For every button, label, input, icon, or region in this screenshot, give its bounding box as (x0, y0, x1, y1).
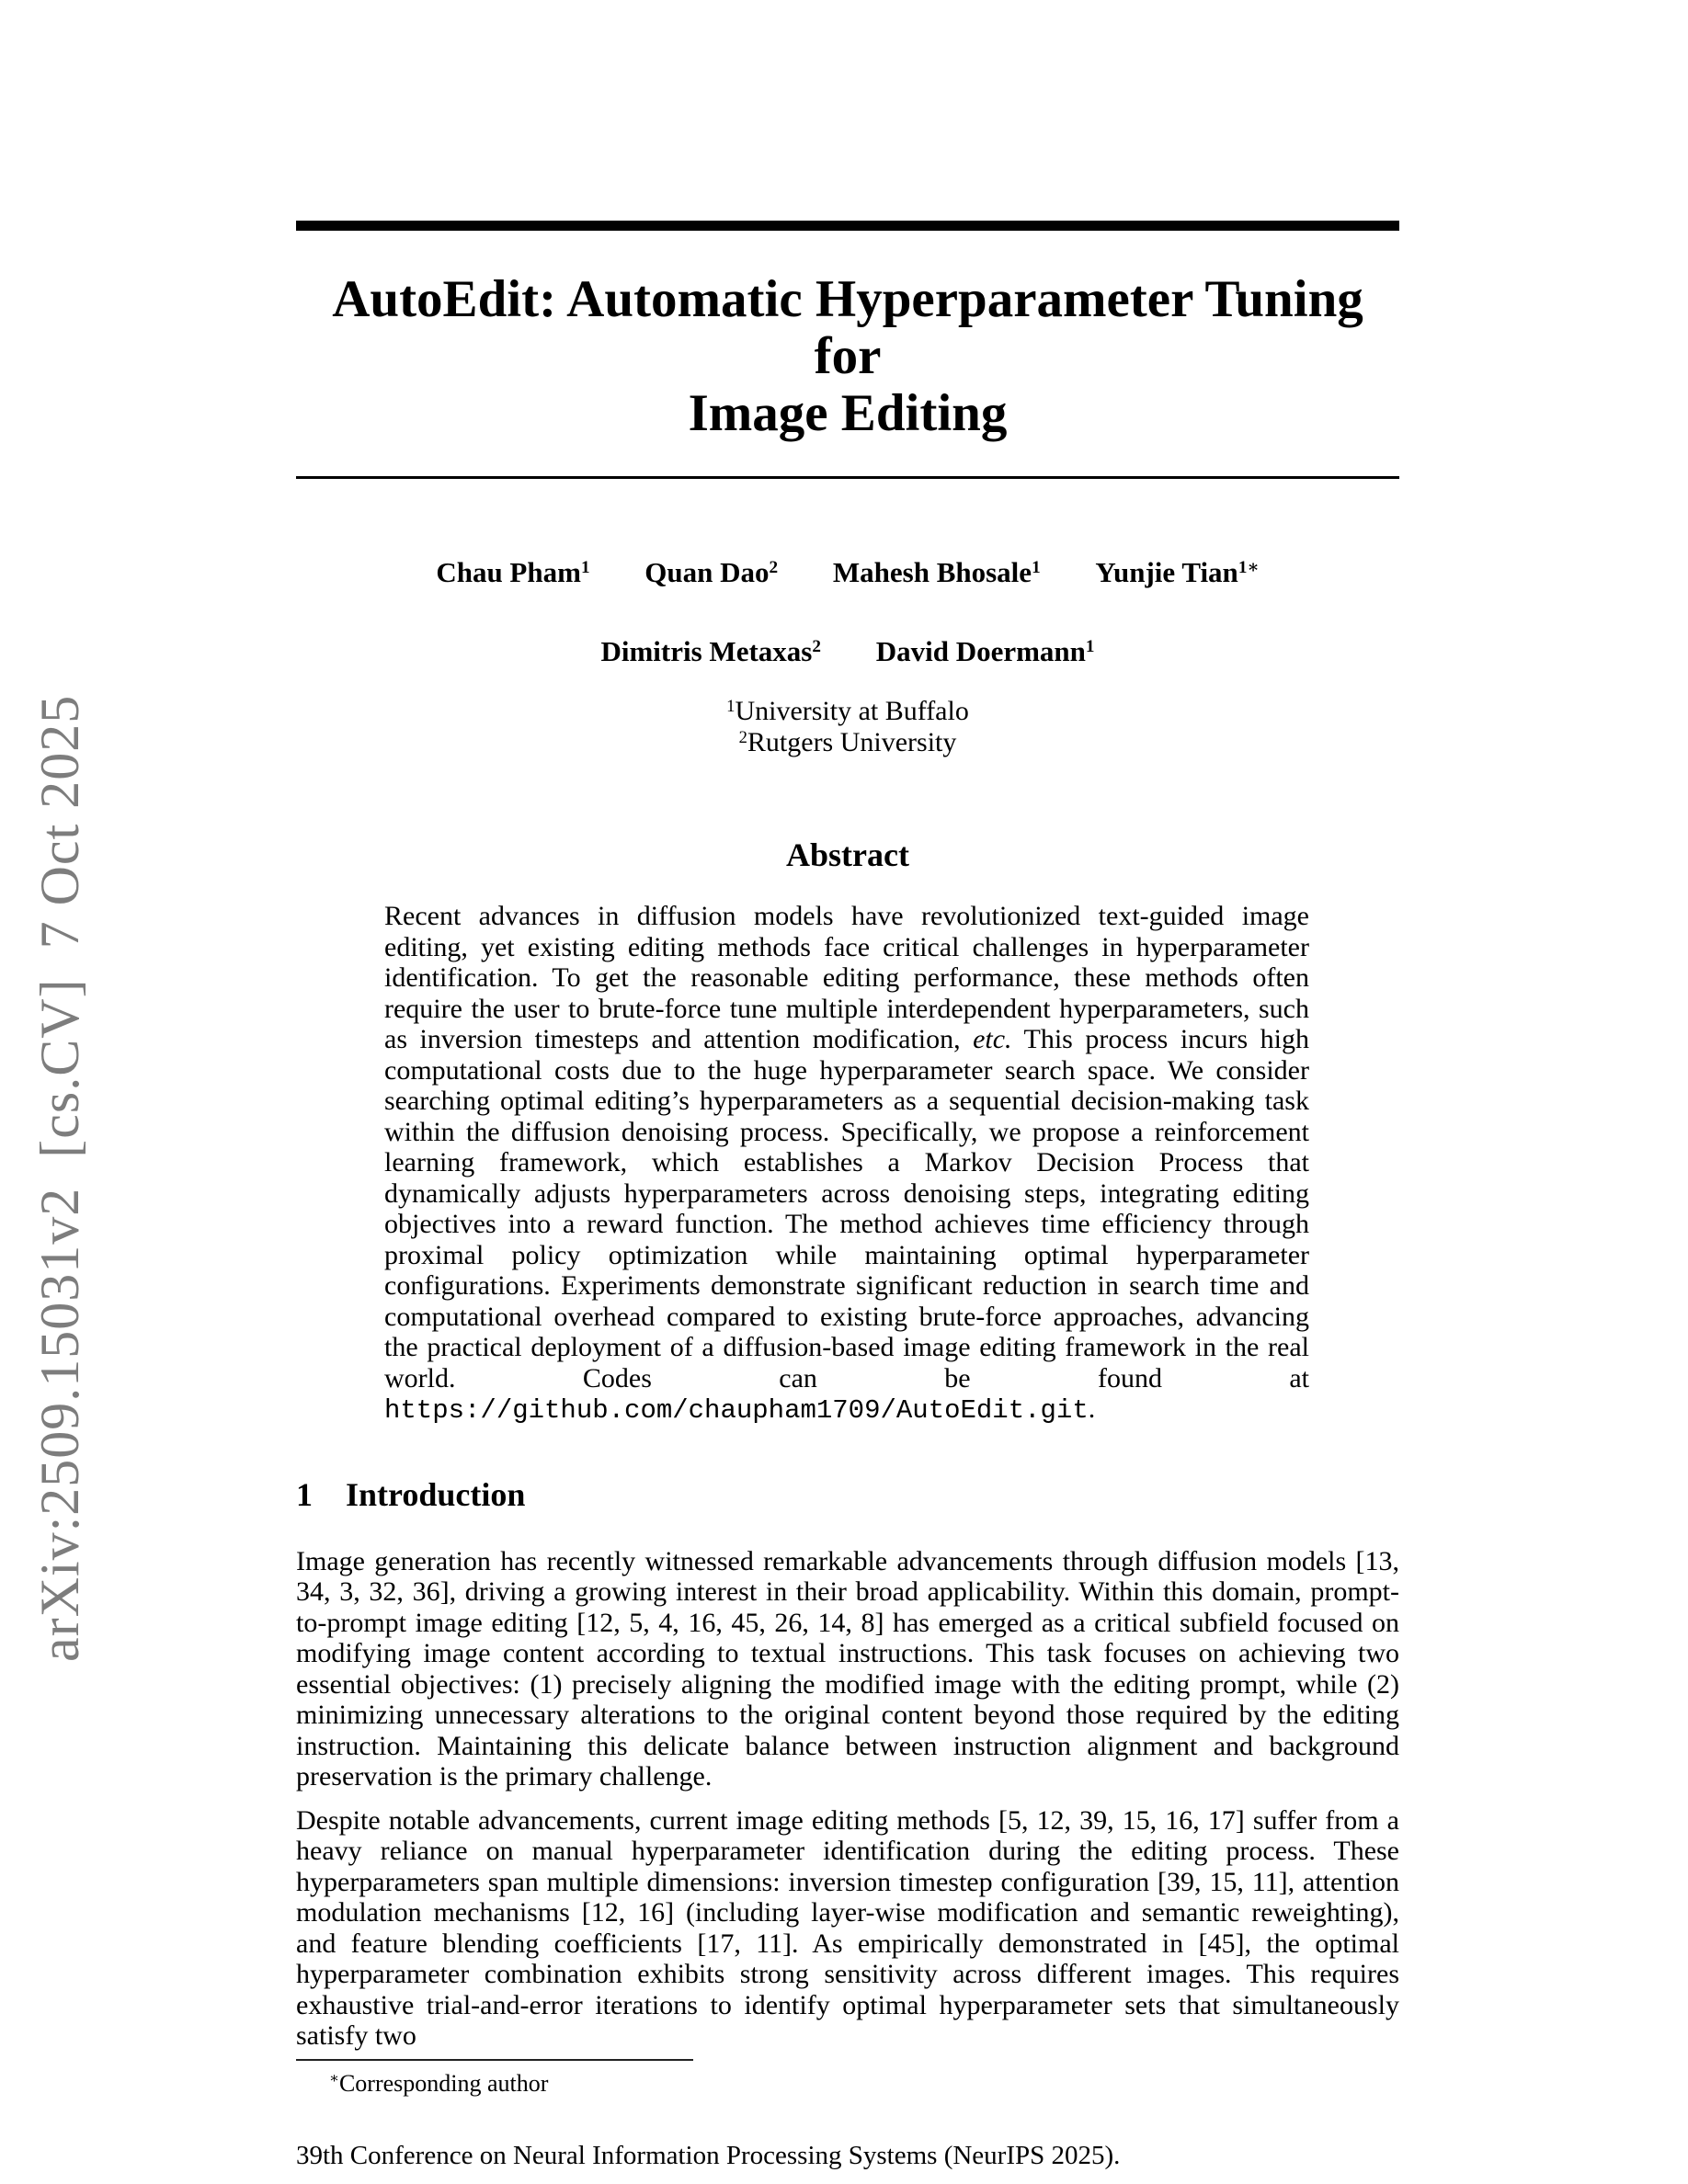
author-affiliation-sup: 1 (1085, 637, 1095, 657)
author-mahesh-bhosale (833, 556, 1041, 588)
abstract-text (384, 901, 1309, 1427)
author-name: Dimitris Metaxas (600, 635, 813, 667)
affiliation-rutgers-university (296, 727, 1399, 758)
introduction-paragraph-2: Despite notable advancements, current image editing methods [5, 12, 39, 15, 16, 17] suffer from a heavy reliance on manual hyperparameter identification during the editing process. These hyperparameters span multiple dimensions: inversion timestep configuration [39, 15, 11], attention modulation mechanisms [12, 16] (including layer-wise modification and semantic reweighting), and feature blending coefficients [17, 11]. As empirically demonstrated in [45], the optimal hyperparameter combination exhibits strong sensitivity across different images. This requires exhaustive trial-and-error iterations to identify optimal hyperparameter sets that simultaneously satisfy two (296, 1804, 1399, 2051)
author-david-doermann (876, 635, 1095, 667)
paper-title-line-1: AutoEdit: Automatic Hyperparameter Tuning for (332, 270, 1363, 385)
author-name: David Doermann (875, 635, 1086, 667)
author-name: Mahesh Bhosale (832, 556, 1032, 588)
affiliations-block (296, 696, 1399, 758)
abstract-text-part-2: This process incurs high computational costs due to the huge hyperparameter search space. We consider searching optimal editing’s hyperparameters as a sequential decision-making task within the diffusion denoising process. Specifically, we propose a reinforcement learning framework, which establishes a Markov Decision Process that dynamically adjusts hyperparameters across denoising steps, integrating editing objectives into a reward function. The method achieves time efficiency through proximal policy optimization while maintaining optimal hyperparameter configurations. Experiments demonstrate significant reduction in search time and computational overhead compared to existing brute-force approaches, advancing the practical deployment of a diffusion-based image editing framework in the real world. Codes can be found at (384, 1024, 1310, 1393)
section-heading-introduction (296, 1476, 1399, 1513)
affiliation-sup: 1 (726, 696, 736, 716)
affiliation-university-at-buffalo (296, 696, 1399, 727)
affiliation-name: Rutgers University (747, 727, 957, 757)
author-name: Chau Pham (436, 556, 581, 588)
footnote-marker: ∗ (329, 2071, 339, 2087)
author-row-1 (296, 556, 1399, 589)
footnote-text: Corresponding author (338, 2069, 549, 2097)
paper-title (296, 271, 1399, 442)
author-affiliation-sup: 1 (1032, 558, 1041, 578)
abstract-heading: Abstract (786, 836, 909, 873)
introduction-paragraph-1: Image generation has recently witnessed remarkable advancements through diffusion models [13, 34, 3, 32, 36], driving a growing interest in their broad applicability. Within this domain, prompt-to-prompt image editing [12, 5, 4, 16, 45, 26, 14, 8] has emerged as a critical subfield focused on modifying image content according to textual instructions. This task focuses on achieving two essential objectives: (1) precisely aligning the modified image with the editing prompt, while (2) minimizing unnecessary alterations to the original content beyond those required by the editing instruction. Maintaining this delicate balance between instruction alignment and background preservation is the primary challenge. (296, 1545, 1399, 1792)
author-affiliation-sup: 1 (580, 558, 590, 578)
author-affiliation-sup: 2 (812, 637, 821, 657)
author-dimitris-metaxas (600, 635, 820, 667)
paper-title-line-2: Image Editing (688, 384, 1008, 442)
title-rule-bottom (296, 476, 1399, 479)
section-title: Introduction (346, 1475, 526, 1513)
author-affiliation-sup: 1∗ (1237, 558, 1260, 578)
author-row-2 (296, 635, 1399, 668)
conference-footer-note: 39th Conference on Neural Information Processing Systems (NeurIPS 2025). (296, 2140, 1121, 2170)
affiliation-sup: 2 (738, 727, 747, 747)
author-name: Quan Dao (644, 556, 770, 588)
abstract-etc-italic: etc. (973, 1024, 1012, 1054)
abstract-text-part-1: Recent advances in diffusion models have revolutionized text-guided image editing, yet existing editing methods face critical challenges in hyperparameter identification. To get the reasonable editing performance, these methods often require the user to brute-force tune multiple interdependent hyperparameters, such as inversion timesteps and attention modification, (384, 901, 1309, 1054)
paper-content-column (296, 0, 1399, 2171)
affiliation-name: University at Buffalo (735, 696, 969, 726)
author-affiliation-sup: 2 (769, 558, 779, 578)
author-name: Yunjie Tian (1095, 556, 1238, 588)
title-rule-top (296, 221, 1399, 231)
footnote-rule (296, 2059, 693, 2061)
author-yunjie-tian (1095, 556, 1259, 588)
author-chau-pham (436, 556, 589, 588)
section-number: 1 (296, 1475, 313, 1513)
author-quan-dao (644, 556, 778, 588)
github-url-link[interactable]: https://github.com/chaupham1709/AutoEdit.git (384, 1395, 1089, 1426)
arxiv-watermark: arXiv:2509.15031v2 [cs.CV] 7 Oct 2025 (29, 694, 90, 1662)
abstract-text-part-3: . (1088, 1393, 1096, 1424)
corresponding-author-footnote (296, 2070, 1399, 2098)
